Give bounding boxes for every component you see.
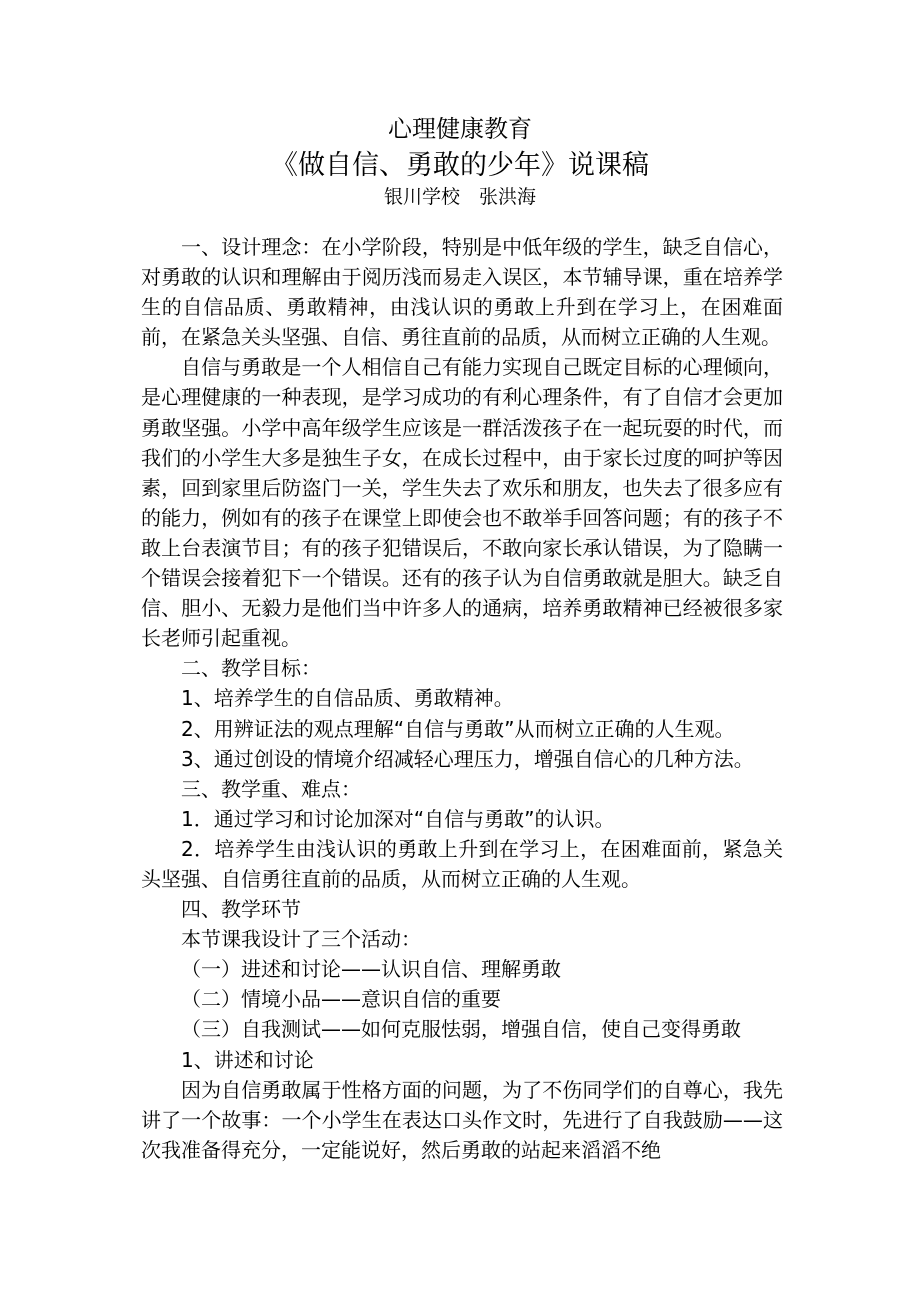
heading-key-points: 三、教学重、难点： xyxy=(181,776,361,801)
goal-item: 2、用辨证法的观点理解“自信与勇敢”从而树立正确的人生观。 xyxy=(181,716,735,741)
paragraph-design-concept: 一、设计理念：在小学阶段，特别是中低年级的学生，缺乏自信心，对勇敢的认识和理解由于阅历浅而易走入误区，本节辅导课，重在培养学生的自信品质、勇敢精神，由浅认识的勇敢上升到在学习上，在困难面前，在紧急关头坚强、自信、勇往直前的品质，从而树立正确的人生观。 xyxy=(141,235,783,350)
activity-item: （一）进述和讨论——认识自信、理解勇敢 xyxy=(181,957,561,982)
heading-teaching-goals: 二、教学目标： xyxy=(181,656,321,681)
key-point-item: 1．通过学习和讨论加深对“自信与勇敢”的认识。 xyxy=(181,806,615,831)
activity-item: （三）自我测试——如何克服怯弱，增强自信，使自己变得勇敢 xyxy=(181,1017,741,1042)
goal-item: 3、通过创设的情境介绍减轻心理压力，增强自信心的几种方法。 xyxy=(181,746,754,771)
heading-teaching-steps: 四、教学环节 xyxy=(181,897,301,922)
lesson-title: 《做自信、勇敢的少年》说课稿 xyxy=(271,150,649,181)
paragraph-background: 自信与勇敢是一个人相信自己有能力实现自己既定目标的心理倾向，是心理健康的一种表现，是学习成功的有利心理条件，有了自信才会更加勇敢坚强。小学中高年级学生应该是一群活泼孩子在一起玩耍的时代，而我们的小学生大多是独生子女，在成长过程中，由于家长过度的呵护等因素，回到家里后防盗门一关，学生失去了欢乐和朋友，也失去了很多应有的能力，例如有的孩子在课堂上即使会也不敢举手回答问题；有的孩子不敢上台表演节目；有的孩子犯错误后，不敢向家长承认错误，为了隐瞒一个错误会接着犯下一个错误。还有的孩子认为自信勇敢就是胆大。缺乏自信、胆小、无毅力是他们当中许多人的通病，培养勇敢精神已经被很多家长老师引起重视。 xyxy=(141,355,783,651)
activities-intro: 本节课我设计了三个活动： xyxy=(181,927,421,952)
document-title: 心理健康教育 xyxy=(388,115,532,143)
key-point-item: 2．培养学生由浅认识的勇敢上升到在学习上，在困难面前，紧急关头坚强、自信勇往直前的品质，从而树立正确的人生观。 xyxy=(141,836,783,891)
goal-item: 1、培养学生的自信品质、勇敢精神。 xyxy=(181,686,514,711)
activity-item: （二）情境小品——意识自信的重要 xyxy=(181,987,501,1012)
paragraph-story: 因为自信勇敢属于性格方面的问题，为了不伤同学们的自尊心，我先讲了一个故事：一个小学生在表达口头作文时，先进行了自我鼓励——这次我准备得充分，一定能说好，然后勇敢的站起来滔滔不绝 xyxy=(141,1077,783,1162)
document-body xyxy=(141,232,783,1165)
section-heading: 1、讲述和讨论 xyxy=(181,1047,314,1072)
author-line: 银川学校 张洪海 xyxy=(383,186,536,208)
